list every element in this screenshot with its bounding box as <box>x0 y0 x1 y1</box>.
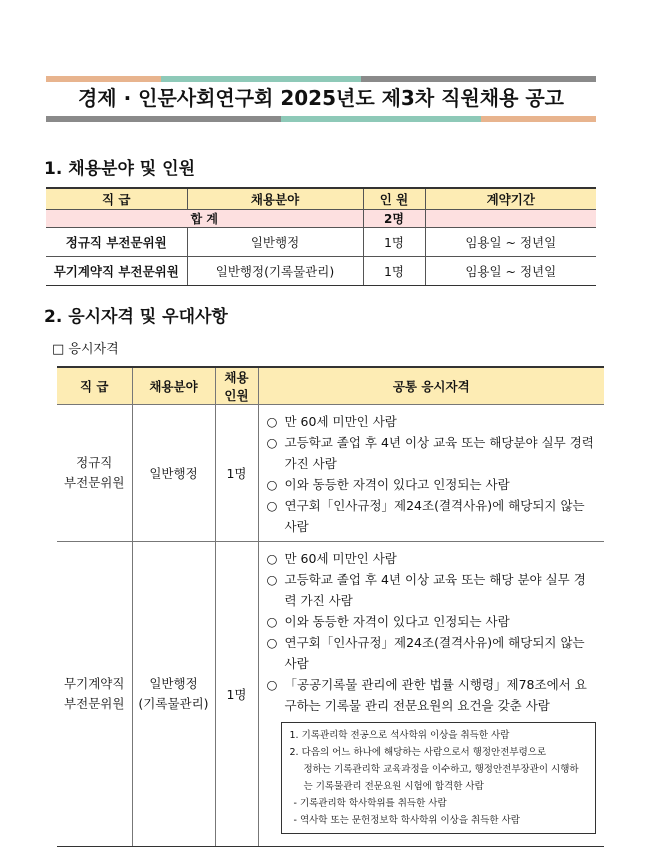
row1-count: 1명 <box>215 405 258 542</box>
header-rank: 직 급 <box>57 367 132 405</box>
note-item-2-continued: 정하는 기록관리학 교육과정을 이수하고, 행정안전부장관이 시행하는 기록물관리 전문요원 시험에 합격한 사람 <box>303 764 579 792</box>
row1-period: 임용일 ~ 정년일 <box>425 228 596 257</box>
total-empty <box>425 210 596 228</box>
header-count <box>215 367 258 405</box>
list-item: ○ 이와 동등한 자격이 있다고 인정되는 사람 <box>267 474 597 495</box>
list-item: ○ 이와 동등한 자격이 있다고 인정되는 사람 <box>267 611 597 632</box>
table-header-row <box>57 367 604 405</box>
section2-heading: 2. 응시자격 및 우대사항 <box>44 307 228 327</box>
list-item: ○ 고등학교 졸업 후 4년 이상 교육 또는 해당분야 실무 경력 가진 사람 <box>267 432 597 474</box>
list-item: ○ 만 60세 미만인 사람 <box>267 548 597 569</box>
title-top-bar <box>46 76 596 82</box>
row2-count: 1명 <box>363 257 425 286</box>
row1-field: 일반행정 <box>187 228 363 257</box>
list-item: ○ 연구회「인사규정」제24조(결격사유)에 해당되지 않는 사람 <box>267 495 597 537</box>
row2-field: 일반행정(기록물관리) <box>187 257 363 286</box>
total-label: 합 계 <box>46 210 363 228</box>
row2-period: 임용일 ~ 정년일 <box>425 257 596 286</box>
bullet-icon: ○ <box>266 551 278 566</box>
table-row <box>46 228 596 257</box>
row2-rank-line1: 무기계약직 <box>64 676 125 691</box>
page-title: 경제 · 인문사회연구회 2025년도 제3차 직원채용 공고 <box>77 86 565 110</box>
header-count-line1: 채용 <box>224 370 249 385</box>
list-item: ○ 「공공기록물 관리에 관한 법률 시행령」제78조에서 요구하는 기록물 관리 전문요원의 요건을 갖춘 사람 <box>267 674 597 716</box>
header-count-line2: 인원 <box>224 388 249 403</box>
title-bottom-bar <box>46 116 596 122</box>
header-count: 인 원 <box>363 188 425 210</box>
bullet-icon: ○ <box>266 635 278 650</box>
header-field: 채용분야 <box>132 367 215 405</box>
header-field: 채용분야 <box>187 188 363 210</box>
row1-rank: 정규직 부전문위원 <box>46 228 187 257</box>
row1-rank-line1: 정규직 <box>76 455 113 470</box>
list-item: ○ 만 60세 미만인 사람 <box>267 411 597 432</box>
table-header-row <box>46 188 596 210</box>
table-row <box>57 542 604 847</box>
row2-field-line1: 일반행정 <box>149 676 198 691</box>
recruitment-table <box>46 187 596 286</box>
header-qualifications: 공통 응시자격 <box>258 367 604 405</box>
row2-count: 1명 <box>215 542 258 847</box>
total-row <box>46 210 596 228</box>
row1-count: 1명 <box>363 228 425 257</box>
bullet-icon: ○ <box>266 572 278 587</box>
bullet-icon: ○ <box>266 477 278 492</box>
row1-rank-line2: 부전문위원 <box>64 475 125 490</box>
table-row <box>57 405 604 542</box>
row2-rank <box>57 542 132 847</box>
total-count: 2명 <box>363 210 425 228</box>
list-item: ○ 고등학교 졸업 후 4년 이상 교육 또는 해당 분야 실무 경력 가진 사람 <box>267 569 597 611</box>
row1-field: 일반행정 <box>132 405 215 542</box>
header-period: 계약기간 <box>425 188 596 210</box>
list-item: ○ 연구회「인사규정」제24조(결격사유)에 해당되지 않는 사람 <box>267 632 597 674</box>
bullet-icon: ○ <box>266 498 278 513</box>
row1-rank <box>57 405 132 542</box>
note-dash-2: - 역사학 또는 문헌정보학 학사학위 이상을 취득한 사람 <box>293 815 520 826</box>
bullet-icon: ○ <box>266 677 278 692</box>
qualifications-subheading: □ 응시자격 <box>52 342 119 357</box>
note-dash-1: - 기록관리학 학사학위를 취득한 사람 <box>293 798 447 809</box>
row1-qualifications <box>258 405 604 542</box>
section1-heading: 1. 채용분야 및 인원 <box>44 159 195 179</box>
row2-rank-line2: 부전문위원 <box>64 696 125 711</box>
bullet-icon: ○ <box>266 435 278 450</box>
note-item-1: 1. 기록관리학 전공으로 석사학위 이상을 취득한 사람 <box>289 730 510 741</box>
row2-rank: 무기계약직 부전문위원 <box>46 257 187 286</box>
bullet-icon: ○ <box>266 614 278 629</box>
table-row <box>46 257 596 286</box>
note-item-2: 2. 다음의 어느 하나에 해당하는 사람으로서 행정안전부령으로 <box>289 747 547 758</box>
bullet-icon: ○ <box>266 414 278 429</box>
row2-field-line2: (기록물관리) <box>138 696 209 711</box>
qualifications-table <box>57 366 604 847</box>
header-rank: 직 급 <box>46 188 187 210</box>
archivist-requirements-note <box>281 722 597 834</box>
row2-qualifications <box>258 542 604 847</box>
row2-field <box>132 542 215 847</box>
